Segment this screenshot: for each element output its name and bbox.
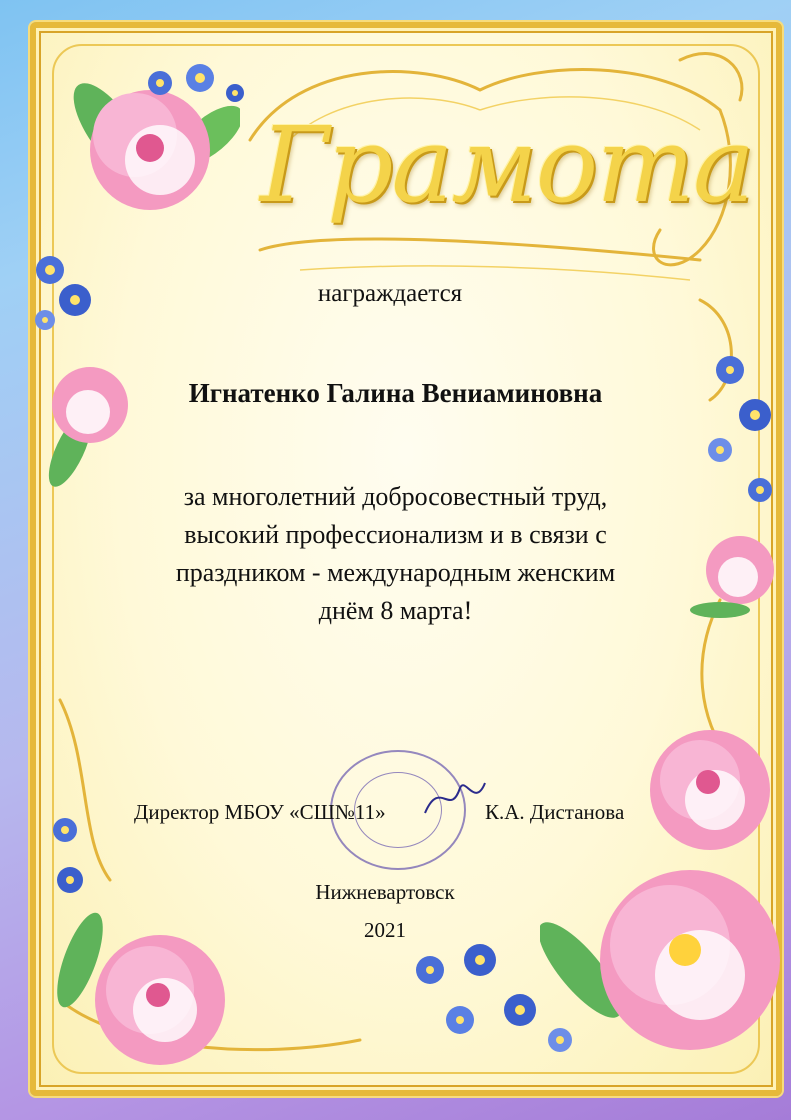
forget-me-not-icon bbox=[40, 810, 120, 900]
forget-me-not-icon bbox=[690, 340, 790, 520]
forget-me-not-icon bbox=[400, 930, 600, 1070]
reason-line: высокий профессионализм и в связи с bbox=[184, 520, 607, 549]
reason-line: праздником - международным женским bbox=[175, 558, 616, 587]
reason-line: днём 8 марта! bbox=[318, 596, 473, 625]
peony-flower-icon bbox=[40, 900, 260, 1100]
peony-flower-icon bbox=[620, 720, 791, 860]
awarded-label: награждается bbox=[317, 280, 463, 307]
forget-me-not-icon bbox=[20, 240, 120, 340]
year: 2021 bbox=[364, 918, 406, 942]
reason-line: за многолетний добросовестный труд, bbox=[183, 482, 608, 511]
certificate-title-wrap bbox=[260, 80, 753, 290]
peony-flower-icon bbox=[690, 525, 790, 625]
award-reason bbox=[90, 478, 701, 630]
signer-position: Директор МБОУ «СШ№11» bbox=[134, 800, 386, 824]
recipient-name: Игнатенко Галина Вениаминовна bbox=[188, 378, 603, 408]
signature-line bbox=[120, 800, 680, 830]
signer-name: К.А. Дистанова bbox=[485, 800, 625, 824]
peony-flower-icon bbox=[20, 350, 140, 490]
forget-me-not-icon bbox=[140, 58, 260, 118]
city: Нижневартовск bbox=[315, 880, 455, 904]
certificate-title: Грамота bbox=[260, 104, 753, 226]
